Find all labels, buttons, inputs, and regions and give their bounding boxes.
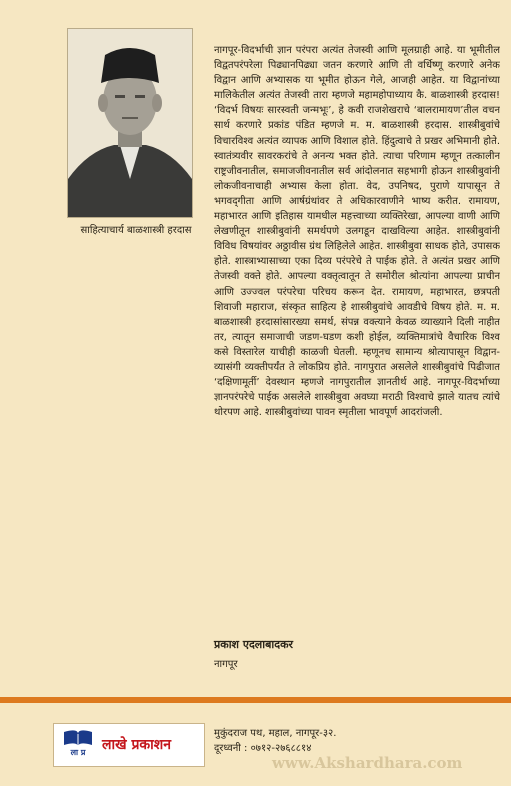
author-name: प्रकाश एदलाबादकर (214, 638, 294, 651)
publisher-address: मुकुंदराज पथ, महाल, नागपूर-३२. (214, 728, 337, 739)
site-watermark: www.Akshardhara.com (272, 754, 463, 772)
publisher-name: लाखे प्रकाशन (102, 737, 172, 753)
publisher-contact (214, 726, 336, 756)
author-portrait (67, 28, 193, 218)
portrait-caption: साहित्याचार्य बाळशास्त्री हरदास (80, 225, 192, 236)
publisher-logo (53, 723, 205, 767)
orange-divider (0, 697, 511, 703)
book-emblem-icon (60, 728, 96, 761)
publisher-emblem-text: ला प्र (70, 748, 86, 757)
author-place: नागपूर (214, 659, 238, 670)
publisher-phone: दूरध्वनी : ०७१२-२७६८८१४ (214, 743, 312, 754)
article-body: नागपूर-विदर्भाची ज्ञान परंपरा अत्यंत तेजस्वी आणि मूलग्राही आहे. या भूमीतील विद्वतपरंपरेला पिढ्यानपिढ्या जतन करणारे आणि ती वर्धिष्णू करणारे अनेक विद्वान आणि अभ्यासक या भूमीत होऊन गेले, आजही आहेत. या विद्वानांच्या मालिकेतील अत्यंत तेजस्वी तारा म्हणजे महामहोपाध्याय कै. बाळशास्त्री हरदास! ‘विदर्भ विषयः सारस्वती जन्मभूः’, हे कवी राजशेखराचे ‘बालरामायण’तील वचन सार्थ करणारे प्रकांड पंडित म्हणजे म. म. बाळशास्त्री हरदास. शास्त्रीबुवांचे विचारविश्व अत्यंत व्यापक आणि विशाल होते. हिंदुत्वाचे ते प्रखर अभिमानी होते. स्वातंत्र्यवीर सावरकरांचे ते अनन्य भक्त होते. त्याचा परिणाम म्हणून तत्कालीन राष्ट्रजीवनातील, समाजजीवनातील सर्व आंदोलनात सहभागी होऊन शास्त्रीबुवांनी लोकजीवनाचाही अभ्यास केला होता. वेद, उपनिषद, पुराणे यापासून ते भगवद्‌गीता आणि आर्षग्रंथांवर ते अधिकारवाणीने भाष्य करीत. रामायण, महाभारत आणि इतिहास यामधील महत्त्वाच्या व्यक्तिरेखा, आपल्या वाणी आणि लेखणीतून शास्त्रीबुवांनी समर्थपणे उलगडून दाखविल्या आहेत. शास्त्रीबुवांनी विविध विषयांवर अठ्ठावीस ग्रंथ लिहिलेले आहेत. शास्त्रीबुवा साधक होते, उपासक होते. शास्त्राभ्यासाच्या एका दिव्य परंपरेचे ते पाईक होते. ते अत्यंत प्रखर आणि तेजस्वी वक्ते होते. आपल्या वक्तृत्वातून ते समोरील श्रोत्यांना आपल्या प्राचीन आणि उज्ज्वल परंपरेचा परिचय करून देत. रामायण, महाभारत, छत्रपती शिवाजी महाराज, संस्कृत साहित्य हे शास्त्रीबुवांचे आवडीचे विषय होते. म. म. बाळशास्त्री हरदासांसारख्या समर्थ, संपन्न वक्त्याने केवळ व्याख्याने दिली नाहीत तर, त्यातून समाजाची जडण-घडण कशी होईल, व्यक्तिमात्रांचे वैचारिक विश्व कसे विस्तारेल याचीही काळजी घेतली. म्हणूनच सामान्य श्रोत्यापासून विद्वान-व्यासंगी व्यक्तीपर्यंत ते लोकप्रिय होते. नागपुरात असलेले शास्त्रीबुवांचे पिढीजात ‘दक्षिणामूर्ती’ देवस्थान म्हणजे नागपुरातील ज्ञानतीर्थ आहे. नागपूर-विदर्भाच्या ज्ञानपरंपरेचे पाईक असलेले शास्त्रीबुवा अवघ्या मराठी विश्‍वाचे झाले यातच त्यांचे थोरपण आहे. शास्त्रीबुवांच्या पावन स्मृतीला भावपूर्ण आदरांजली. (214, 45, 500, 419)
